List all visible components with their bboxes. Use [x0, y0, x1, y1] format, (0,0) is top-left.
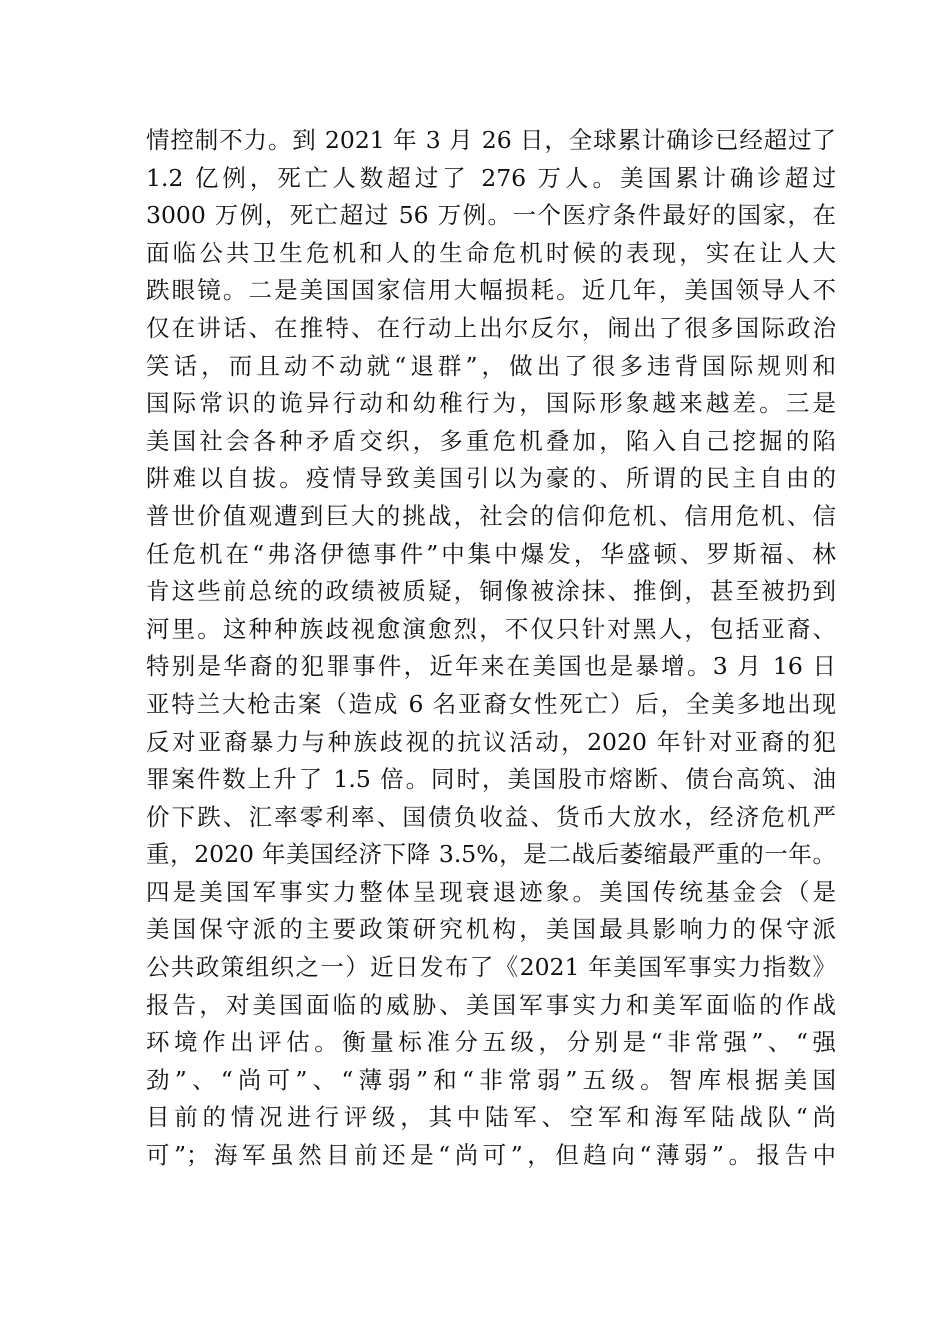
text-line-22: 美国保守派的主要政策研究机构，美国最具影响力的保守派	[146, 915, 836, 944]
text-line-15: 特别是华裔的犯罪事件，近年来在美国也是暴增。3 月 16 日	[146, 652, 836, 681]
text-line-9: 美国社会各种矛盾交织，多重危机叠加，陷入自己挖掘的陷	[146, 426, 836, 455]
text-line-14: 河里。这种种族歧视愈演愈烈，不仅只针对黑人，包括亚裔、	[146, 614, 836, 643]
text-line-10: 阱难以自拔。疫情导致美国引以为豪的、所谓的民主自由的	[146, 464, 836, 493]
text-line-11: 普世价值观遭到巨大的挑战，社会的信仰危机、信用危机、信	[146, 501, 836, 530]
text-line-6: 仅在讲话、在推特、在行动上出尔反尔，闹出了很多国际政治	[146, 313, 836, 342]
text-line-4: 面临公共卫生危机和人的生命危机时候的表现，实在让人大	[146, 238, 836, 267]
text-line-7: 笑话，而且动不动就“退群”，做出了很多违背国际规则和	[146, 351, 836, 380]
text-line-20: 重，2020 年美国经济下降 3.5%，是二战后萎缩最严重的一年。	[146, 840, 836, 869]
text-line-21: 四是美国军事实力整体呈现衰退迹象。美国传统基金会（是	[146, 877, 836, 906]
text-line-16: 亚特兰大枪击案（造成 6 名亚裔女性死亡）后，全美多地出现	[146, 689, 836, 718]
text-line-23: 公共政策组织之一）近日发布了《2021 年美国军事实力指数》	[146, 953, 836, 982]
text-line-28: 可”；海军虽然目前还是“尚可”，但趋向“薄弱”。报告中	[146, 1141, 836, 1170]
text-line-2: 1.2 亿例，死亡人数超过了 276 万人。美国累计确诊超过	[146, 163, 836, 192]
text-line-18: 罪案件数上升了 1.5 倍。同时，美国股市熔断、债台高筑、油	[146, 765, 836, 794]
text-line-5: 跌眼镜。二是美国国家信用大幅损耗。近几年，美国领导人不	[146, 276, 836, 305]
text-line-24: 报告，对美国面临的威胁、美国军事实力和美军面临的作战	[146, 990, 836, 1019]
text-line-12: 任危机在“弗洛伊德事件”中集中爆发，华盛顿、罗斯福、林	[146, 539, 836, 568]
text-line-1: 情控制不力。到 2021 年 3 月 26 日，全球累计确诊已经超过了	[146, 126, 836, 154]
text-line-3: 3000 万例，死亡超过 56 万例。一个医疗条件最好的国家，在	[146, 201, 836, 230]
text-line-19: 价下跌、汇率零利率、国债负收益、货币大放水，经济危机严	[146, 802, 836, 831]
text-line-13: 肯这些前总统的政绩被质疑，铜像被涂抹、推倒，甚至被扔到	[146, 577, 836, 606]
text-line-26: 劲”、“尚可”、“薄弱”和“非常弱”五级。智库根据美国	[146, 1065, 836, 1094]
text-line-17: 反对亚裔暴力与种族歧视的抗议活动，2020 年针对亚裔的犯	[146, 727, 836, 756]
text-line-8: 国际常识的诡异行动和幼稚行为，国际形象越来越差。三是	[146, 389, 836, 418]
body-text	[146, 122, 836, 1175]
text-line-27: 目前的情况进行评级，其中陆军、空军和海军陆战队“尚	[146, 1103, 836, 1132]
text-line-25: 环境作出评估。衡量标准分五级，分别是“非常强”、“强	[146, 1028, 836, 1057]
